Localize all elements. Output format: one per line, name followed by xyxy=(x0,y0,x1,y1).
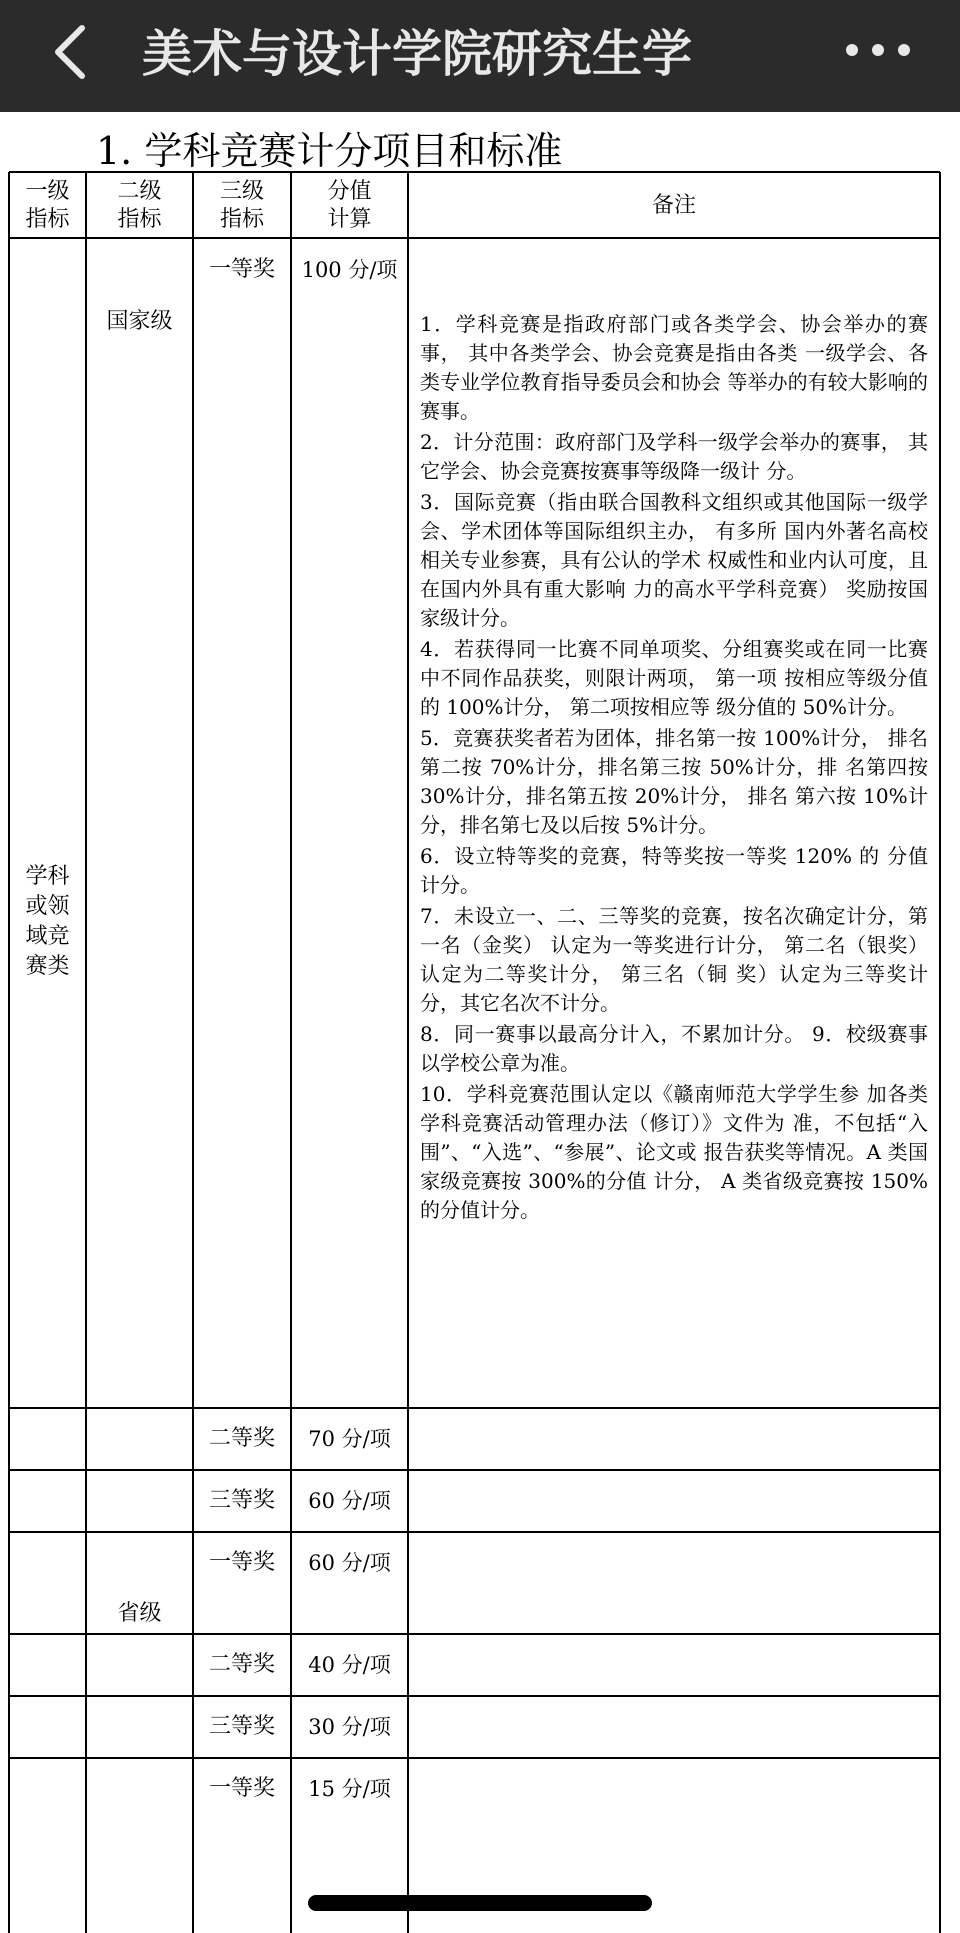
award-national-first: 一等奖 xyxy=(208,257,275,282)
note-item: 5．竞赛获奖者若为团体，排名第一按 100%计分， 排名第二按 70%计分，排名第三按 50%计分，排 名第四按 30%计分，排名第五按 20%计分， 排名 第六按 10%计分，排名第七及以后按 5%计分。 xyxy=(420,726,928,837)
award-provincial-second: 二等奖 xyxy=(208,1652,275,1677)
note-item: 8．同一赛事以最高分计入，不累加计分。 9．校级赛事以学校公章为准。 xyxy=(420,1022,928,1075)
header-level1 xyxy=(9,178,86,234)
header-level1-line2: 指标 xyxy=(25,207,70,232)
score-national-second: 70 分/项 xyxy=(308,1427,391,1451)
score-national-third: 60 分/项 xyxy=(308,1489,391,1513)
category-line2: 或领 xyxy=(25,894,70,919)
header-level3 xyxy=(193,178,291,234)
header-level3-line2: 指标 xyxy=(219,207,264,232)
award-national-second: 二等奖 xyxy=(208,1426,275,1451)
score-national-first: 100 分/项 xyxy=(301,258,398,282)
note-item: 2．计分范围：政府部门及学科一级学会举办的赛事， 其它学会、协会竞赛按赛事等级降一级计 分。 xyxy=(420,430,928,483)
award-school-first: 一等奖 xyxy=(208,1776,275,1801)
score-school-first: 15 分/项 xyxy=(308,1777,391,1801)
section-title: 1. 学科竞赛计分项目和标准 xyxy=(96,129,563,173)
note-item: 4．若获得同一比赛不同单项奖、分组赛奖或在同一比赛中不同作品获奖，则限计两项， 第一项 按相应等级分值的 100%计分， 第二项按相应等 级分值的 50%计分。 xyxy=(420,637,928,719)
category-label xyxy=(9,862,86,982)
score-provincial-first: 60 分/项 xyxy=(308,1551,391,1575)
header-level2-line2: 指标 xyxy=(117,207,162,232)
header-score-line1: 分值 xyxy=(327,179,372,204)
award-provincial-first: 一等奖 xyxy=(208,1550,275,1575)
note-item: 7．未设立一、二、三等奖的竞赛，按名次确定计分，第一名（金奖） 认定为一等奖进行计分， 第二名（银奖） 认定为二等奖计分， 第三名（铜 奖）认定为三等奖计分，其它名次不计分。 xyxy=(420,904,928,1015)
note-item: 10．学科竞赛范围认定以《赣南师范大学学生参 加各类学科竞赛活动管理办法（修订）》文件为 准，不包括“入围”、“入选”、“参展”、论文或 报告获奖等情况。A 类国家级竞赛按 300%的分值 计分， A 类省级竞赛按 150%的分值计分。 xyxy=(420,1082,928,1222)
award-national-third: 三等奖 xyxy=(208,1488,275,1513)
header-level2 xyxy=(86,178,193,234)
level2-provincial: 省级 xyxy=(117,1601,162,1626)
note-item: 1．学科竞赛是指政府部门或各类学会、协会举办的赛事， 其中各类学会、协会竞赛是指由各类 一级学会、各类专业学位教育指导委员会和协会 等举办的有较大影响的赛事。 xyxy=(420,312,928,423)
app-header-bar xyxy=(0,0,960,112)
header-level1-line1: 一级 xyxy=(25,179,70,204)
home-indicator-bar[interactable] xyxy=(308,1895,652,1911)
more-horizontal-icon[interactable] xyxy=(838,30,918,70)
header-score xyxy=(291,178,408,234)
category-line1: 学科 xyxy=(25,864,70,889)
note-item: 3．国际竞赛（指由联合国教科文组织或其他国际一级学会、学术团体等国际组织主办， 有多所 国内外著名高校相关专业参赛，具有公认的学术 权威性和业内认可度，且在国内外具有重大影响 力的高水平学科竞赛） 奖励按国家级计分。 xyxy=(420,490,928,630)
score-provincial-third: 30 分/项 xyxy=(308,1715,391,1739)
header-notes: 备注 xyxy=(651,193,696,218)
award-provincial-third: 三等奖 xyxy=(208,1714,275,1739)
chevron-left-icon[interactable] xyxy=(42,22,102,82)
notes-cell xyxy=(420,310,928,1227)
header-score-line2: 计算 xyxy=(327,207,372,232)
document-page[interactable] xyxy=(0,112,960,1933)
note-item: 6．设立特等奖的竞赛，特等奖按一等奖 120% 的 分值计分。 xyxy=(420,844,928,897)
page-title: 美术与设计学院研究生学 xyxy=(142,25,692,83)
category-line3: 域竞 xyxy=(25,924,70,949)
category-line4: 赛类 xyxy=(25,954,70,979)
header-level3-line1: 三级 xyxy=(219,179,264,204)
level2-national: 国家级 xyxy=(106,309,173,334)
score-provincial-second: 40 分/项 xyxy=(308,1653,391,1677)
header-level2-line1: 二级 xyxy=(117,179,162,204)
